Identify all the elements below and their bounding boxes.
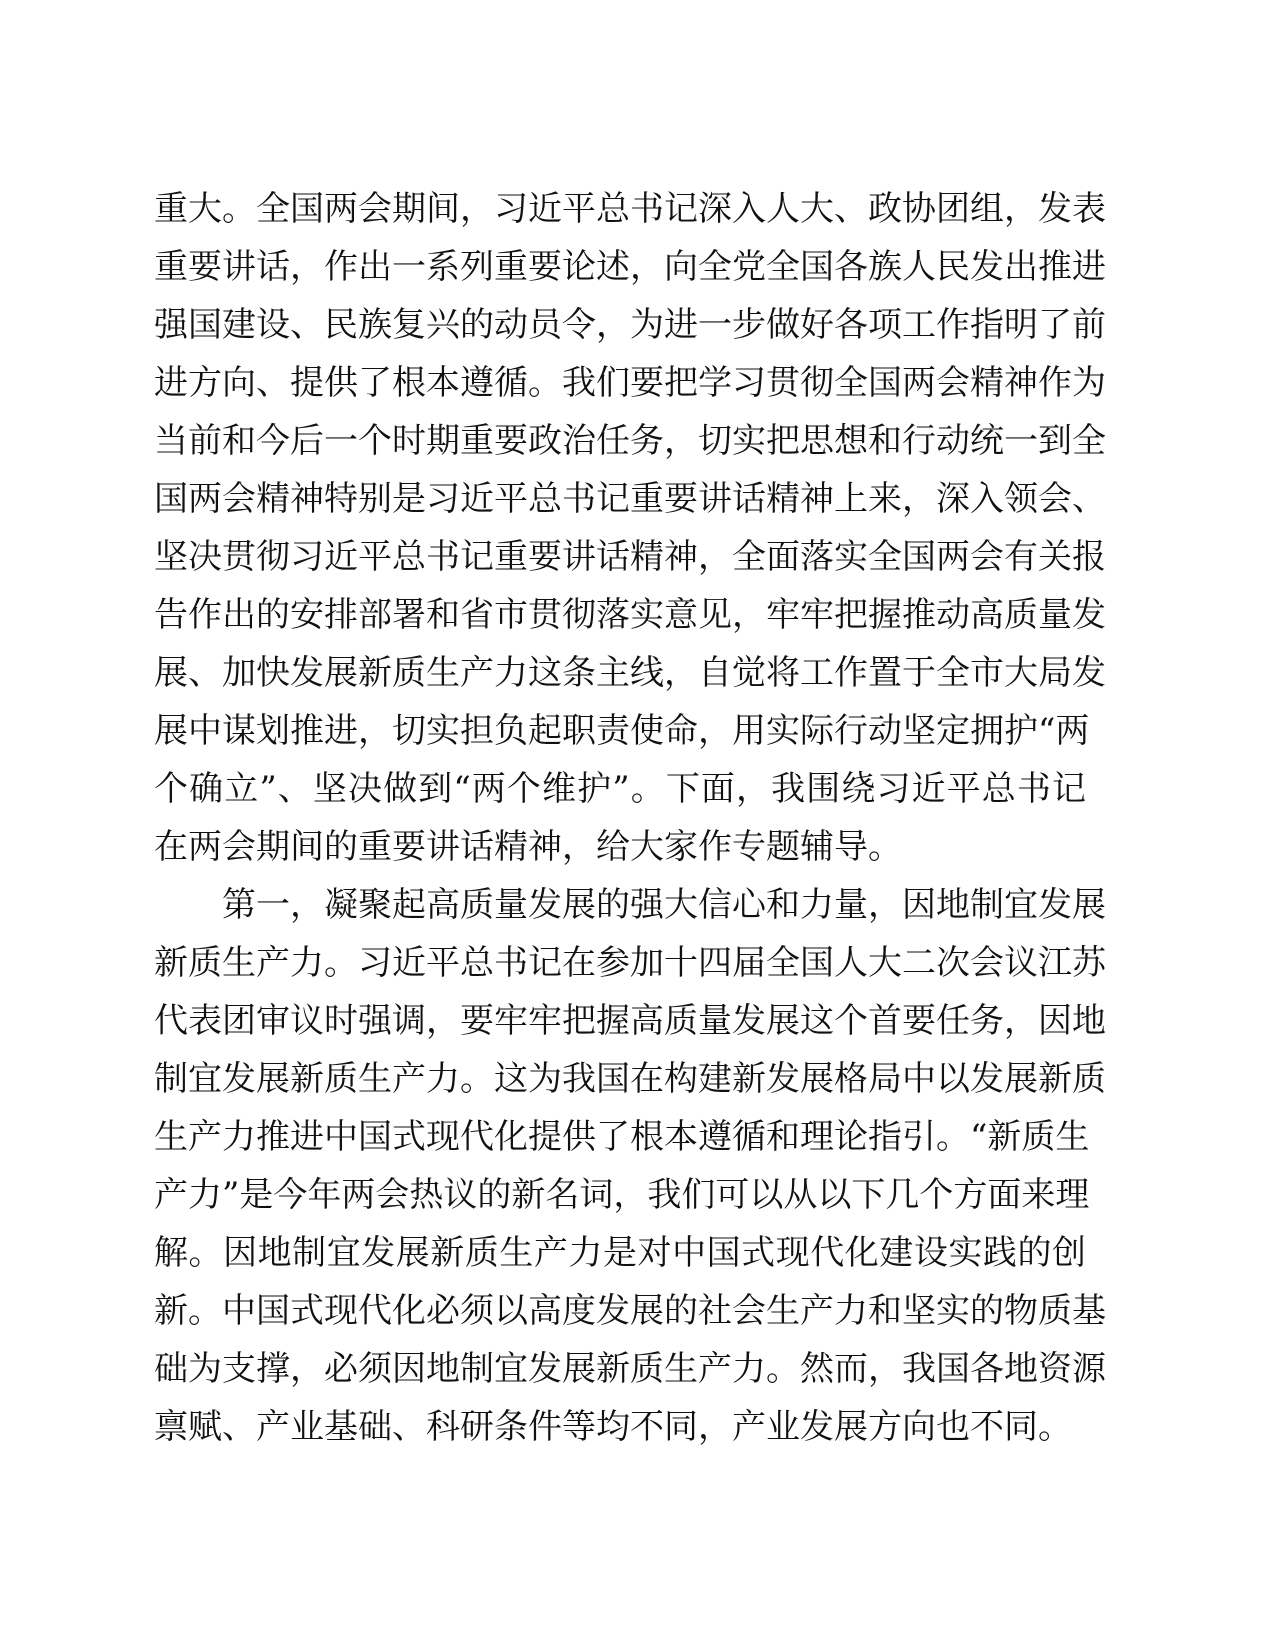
paragraph-line: 禀赋、产业基础、科研条件等均不同，产业发展方向也不同。 <box>154 1407 1072 1447</box>
paragraph-line: 制宜发展新质生产力。这为我国在构建新发展格局中以发展新质 <box>154 1059 1106 1099</box>
paragraph-line: 进方向、提供了根本遵循。我们要把学习贯彻全国两会精神作为 <box>154 363 1106 403</box>
paragraph-line: 展中谋划推进，切实担负起职责使命，用实际行动坚定拥护“两 <box>154 711 1090 751</box>
paragraph-line: 新。中国式现代化必须以高度发展的社会生产力和坚实的物质基 <box>154 1291 1106 1331</box>
paragraph-line: 础为支撑，必须因地制宜发展新质生产力。然而，我国各地资源 <box>154 1349 1106 1389</box>
paragraph-line: 强国建设、民族复兴的动员令，为进一步做好各项工作指明了前 <box>154 305 1106 345</box>
paragraph-line: 展、加快发展新质生产力这条主线，自觉将工作置于全市大局发 <box>154 653 1106 693</box>
paragraph-line: 告作出的安排部署和省市贯彻落实意见，牢牢把握推动高质量发 <box>154 595 1106 635</box>
paragraph-2 <box>154 876 1106 1456</box>
paragraph-line: 当前和今后一个时期重要政治任务，切实把思想和行动统一到全 <box>154 421 1106 461</box>
paragraph-line: 重要讲话，作出一系列重要论述，向全党全国各族人民发出推进 <box>154 247 1106 287</box>
document-body <box>154 180 1106 1456</box>
paragraph-line: 产力”是今年两会热议的新名词，我们可以从以下几个方面来理 <box>154 1175 1090 1215</box>
paragraph-line: 坚决贯彻习近平总书记重要讲话精神，全面落实全国两会有关报 <box>154 537 1106 577</box>
paragraph-line: 在两会期间的重要讲话精神，给大家作专题辅导。 <box>154 827 902 867</box>
paragraph-line: 生产力推进中国式现代化提供了根本遵循和理论指引。“新质生 <box>154 1117 1090 1157</box>
paragraph-1 <box>154 180 1106 876</box>
paragraph-line: 个确立”、坚决做到“两个维护”。下面，我围绕习近平总书记 <box>154 769 1086 809</box>
paragraph-line: 解。因地制宜发展新质生产力是对中国式现代化建设实践的创 <box>154 1233 1086 1273</box>
paragraph-line: 第一，凝聚起高质量发展的强大信心和力量，因地制宜发展 <box>222 885 1106 925</box>
paragraph-line: 代表团审议时强调，要牢牢把握高质量发展这个首要任务，因地 <box>154 1001 1106 1041</box>
paragraph-line: 国两会精神特别是习近平总书记重要讲话精神上来，深入领会、 <box>154 479 1106 519</box>
paragraph-line: 新质生产力。习近平总书记在参加十四届全国人大二次会议江苏 <box>154 943 1106 983</box>
paragraph-line: 重大。全国两会期间，习近平总书记深入人大、政协团组，发表 <box>154 189 1106 229</box>
